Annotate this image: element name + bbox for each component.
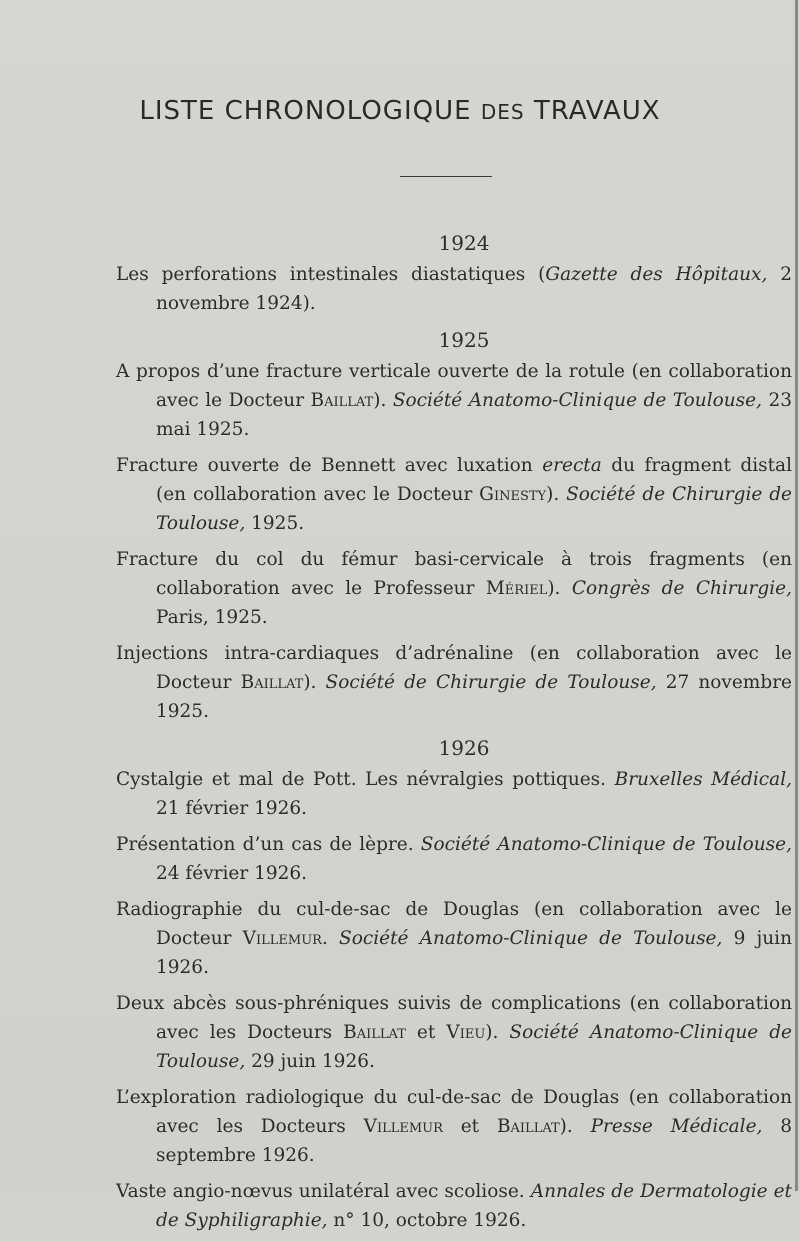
bibliography-entry (116, 451, 792, 538)
bibliography-entry (116, 989, 792, 1076)
bibliography-entry (116, 357, 792, 444)
publication-title: Société Anatomo-Clinique de Toulouse, (420, 834, 792, 855)
title-main: LISTE CHRONOLOGIQUE (139, 96, 472, 126)
year-heading: 1924 (438, 231, 490, 255)
entry-text: 27 novembre 1925. (156, 672, 792, 722)
publication-title: Société Anatomo-Clinique de Toulouse, (156, 1022, 792, 1072)
entry-text: Injections intra-cardiaques d’adrénaline (en collaboration avec le Docteur (116, 643, 792, 693)
publication-title: Société de Chirurgie de Toulouse, (325, 672, 657, 693)
publication-title: Société de Chirurgie de Toulouse, (156, 484, 792, 534)
entry-text: Radiographie du cul-de-sac de Douglas (en collaboration avec le Docteur (116, 899, 792, 949)
entry-text: 29 juin 1926. (245, 1051, 375, 1072)
author-name: Ginesty (479, 484, 547, 505)
bibliography-entry (116, 260, 792, 318)
publication-title: Presse Médicale, (590, 1116, 763, 1137)
bibliography-entry (116, 1083, 792, 1170)
author-name: Vieu (446, 1022, 486, 1043)
author-name: Baillat (496, 1116, 560, 1137)
publication-title: Société Anatomo-Clinique de Toulouse, (339, 928, 723, 949)
bibliography-entry (116, 765, 792, 823)
publication-title: Annales de Dermatologie et de Syphiligraphie, (156, 1181, 792, 1231)
entry-text: Les perforations intestinales diastatiques ( (116, 264, 546, 285)
entry-text: Présentation d’un cas de lèpre. (116, 834, 421, 855)
bibliography-entry (116, 639, 792, 726)
author-name: Baillat (240, 672, 304, 693)
entry-text: du fragment distal (en collaboration avec le Docteur (156, 455, 792, 505)
entry-text: ). (547, 578, 572, 599)
entry-text: 21 février 1926. (156, 798, 308, 819)
year-heading: 1926 (438, 736, 490, 760)
entry-text: 8 septembre 1926. (156, 1116, 793, 1166)
entry-text: Deux abcès sous-phréniques suivis de complications (en collaboration avec les Docteurs (116, 993, 792, 1043)
entry-text: L’exploration radiologique du cul-de-sac de Douglas (en collaboration avec les Docteurs (116, 1087, 792, 1137)
entry-text: 23 mai 1925. (156, 390, 793, 440)
title-divider (400, 176, 492, 177)
author-name: Baillat (310, 390, 374, 411)
works-list (116, 228, 792, 1242)
bibliography-entry (116, 895, 792, 982)
page-edge (795, 0, 798, 1191)
entry-text: 9 juin 1926. (156, 928, 793, 978)
entry-text: ). (559, 1116, 591, 1137)
author-name: Baillat (343, 1022, 406, 1043)
author-name: Villemur (363, 1116, 443, 1137)
bibliography-entry (116, 545, 792, 632)
page-title (0, 96, 800, 126)
entry-text: A propos d’une fracture verticale ouverte de la rotule (en collaboration avec le Docteur (116, 361, 792, 411)
publication-title: Société Anatomo-Clinique de Toulouse, (392, 390, 762, 411)
entry-text: Paris, 1925. (156, 607, 268, 628)
year-heading: 1925 (438, 328, 490, 352)
entry-text: 24 février 1926. (156, 863, 308, 884)
entry-text: et (442, 1116, 497, 1137)
entry-text: Fracture du col du fémur basi-cervicale à trois fragments (en collaboration avec le Professeur (116, 549, 792, 599)
publication-title: Gazette des Hôpitaux, (545, 264, 768, 285)
entry-text: 2 novembre 1924). (156, 264, 792, 314)
entry-text: ). (303, 672, 326, 693)
entry-text: Cystalgie et mal de Pott. Les névralgies pottiques. (116, 769, 615, 790)
entry-text: 1925. (245, 513, 305, 534)
author-name: Mériel (485, 578, 548, 599)
author-name: Villemur (242, 928, 322, 949)
entry-text: ). (373, 390, 393, 411)
entry-text: et (405, 1022, 447, 1043)
publication-title: erecta (542, 455, 602, 476)
title-des: DES (480, 100, 525, 124)
title-last: TRAVAUX (533, 96, 661, 126)
entry-text: . (321, 928, 340, 949)
bibliography-entry (116, 1177, 792, 1235)
entry-text: ). (546, 484, 567, 505)
entry-text: n° 10, octobre 1926. (327, 1210, 527, 1231)
entry-text: Vaste angio-nœvus unilatéral avec scoliose. (116, 1181, 531, 1202)
publication-title: Bruxelles Médical, (614, 769, 792, 790)
bibliography-entry (116, 830, 792, 888)
publication-title: Congrès de Chirurgie, (571, 578, 792, 599)
entry-text: ). (485, 1022, 510, 1043)
entry-text: Fracture ouverte de Bennett avec luxation (116, 455, 543, 476)
